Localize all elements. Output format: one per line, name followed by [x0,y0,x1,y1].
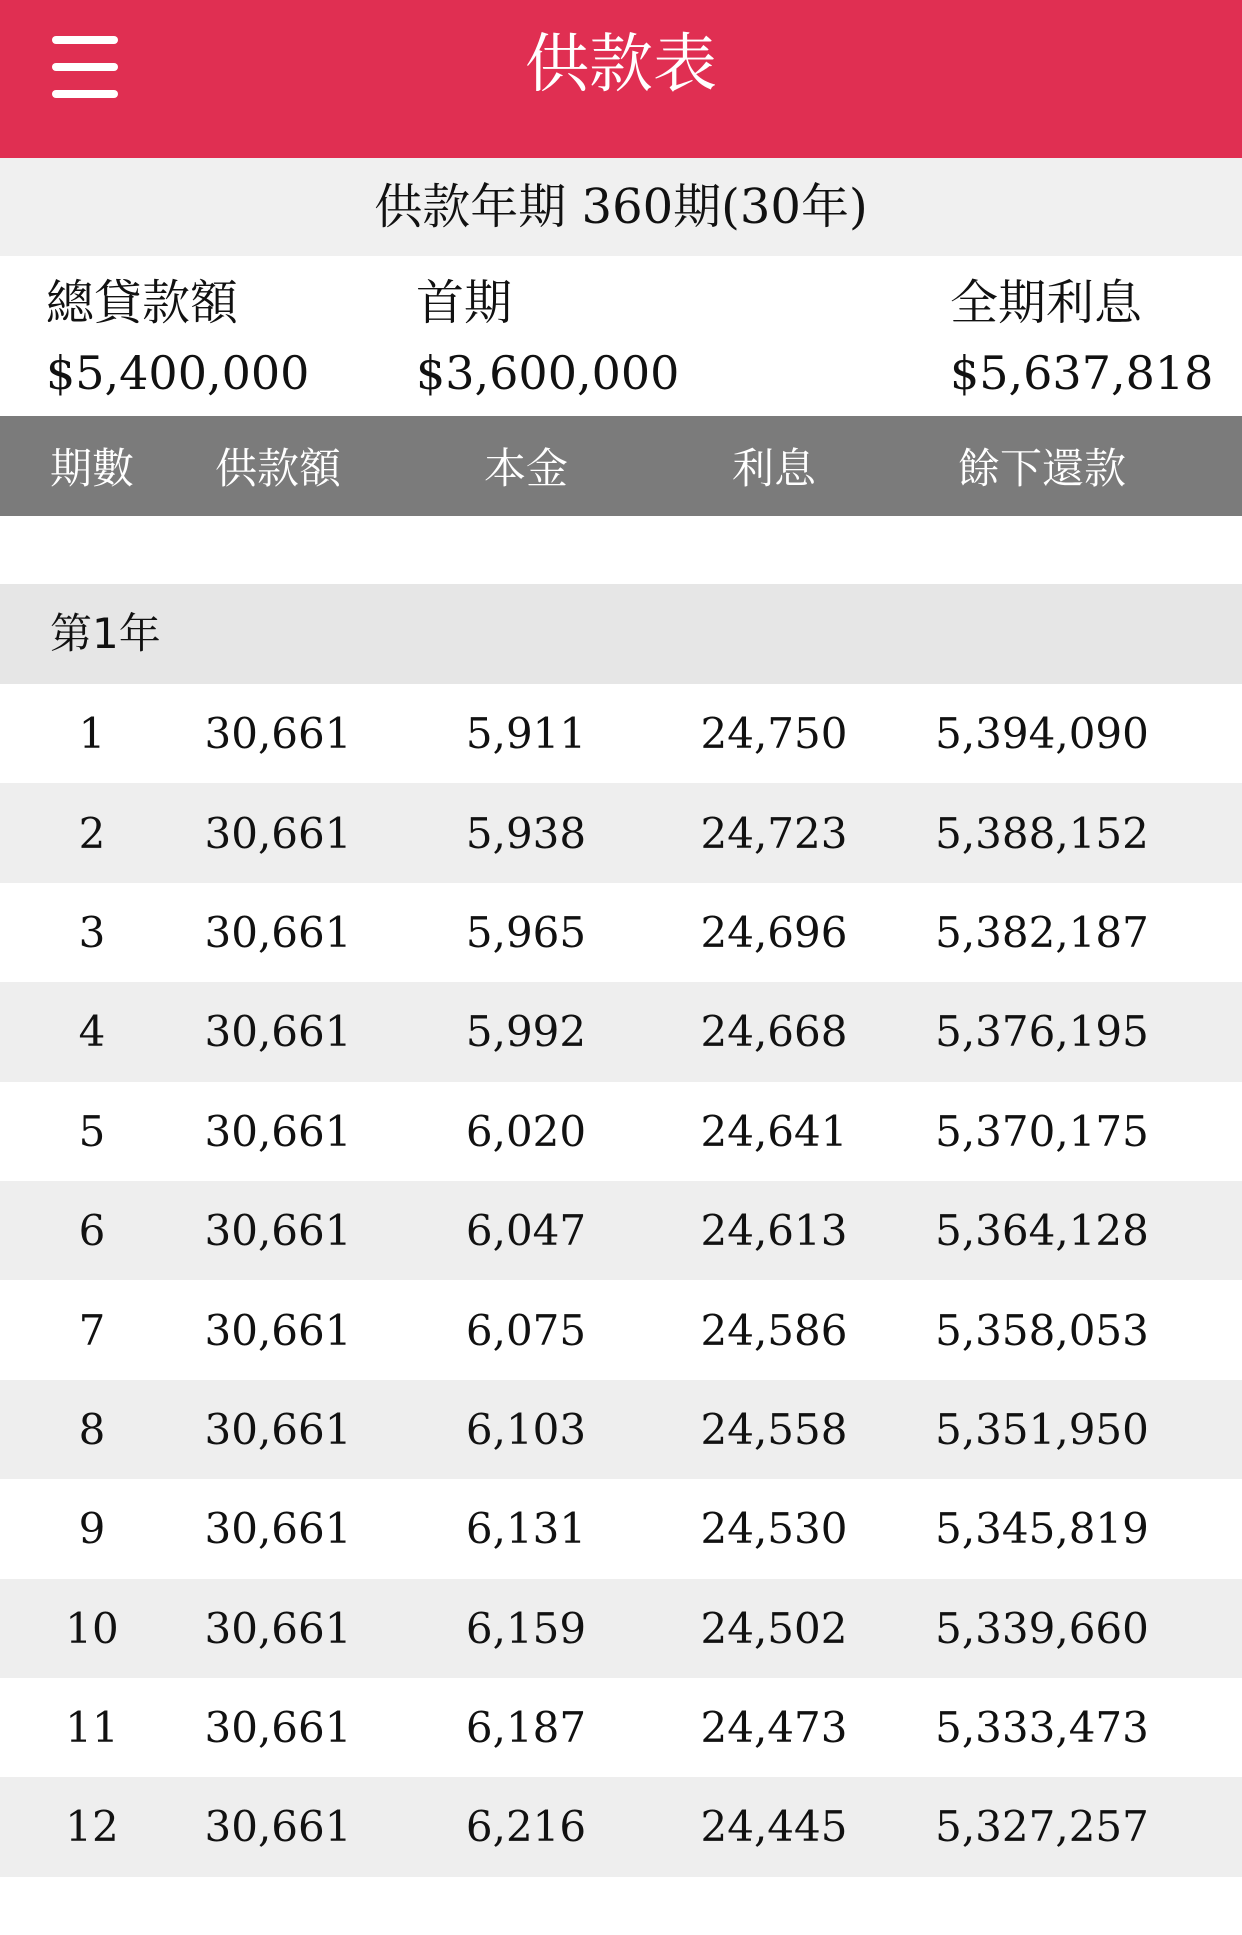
total-interest-label: 全期利息 [950,275,1143,331]
cell-interest: 24,473 [700,1703,848,1753]
cell-interest: 24,530 [700,1504,848,1554]
cell-remaining: 5,333,473 [935,1703,1149,1753]
cell-remaining: 5,370,175 [935,1106,1149,1156]
cell-remaining: 5,376,195 [935,1007,1149,1057]
table-row [0,1579,1242,1678]
table-row [0,1380,1242,1479]
cell-principal: 6,131 [465,1504,587,1554]
cell-period: 8 [78,1404,106,1454]
cell-remaining: 5,388,152 [935,808,1149,858]
cell-interest: 24,445 [700,1802,848,1852]
cell-period: 11 [65,1703,119,1753]
cell-principal: 5,911 [465,709,587,759]
column-header-remaining: 餘下還款 [957,444,1126,493]
cell-payment: 30,661 [204,808,352,858]
cell-principal: 6,187 [465,1703,587,1753]
cell-remaining: 5,327,257 [935,1802,1149,1852]
table-row [0,783,1242,882]
column-header-payment: 供款額 [214,444,341,493]
cell-remaining: 5,339,660 [935,1603,1149,1653]
cell-principal: 5,938 [465,808,587,858]
cell-payment: 30,661 [204,1703,352,1753]
total-interest-value: $5,637,818 [950,346,1214,400]
cell-interest: 24,696 [700,907,848,957]
down-payment-summary [416,268,679,408]
cell-principal: 6,020 [465,1106,587,1156]
cell-period: 7 [78,1305,106,1355]
cell-remaining: 5,358,053 [935,1305,1149,1355]
cell-period: 5 [78,1106,106,1156]
cell-payment: 30,661 [204,1007,352,1057]
cell-interest: 24,750 [700,709,848,759]
table-row [0,684,1242,783]
cell-period: 12 [65,1802,119,1852]
table-row [0,1280,1242,1379]
cell-principal: 6,047 [465,1206,587,1256]
cell-interest: 24,668 [700,1007,848,1057]
table-row [0,1777,1242,1876]
down-payment-label: 首期 [416,275,513,331]
cell-payment: 30,661 [204,1404,352,1454]
total-loan-label: 總貸款額 [46,275,239,331]
column-header-period: 期數 [49,444,134,493]
cell-period: 9 [78,1504,106,1554]
cell-period: 4 [78,1007,106,1057]
cell-payment: 30,661 [204,1603,352,1653]
app-header [0,0,1242,158]
cell-interest: 24,502 [700,1603,848,1653]
table-row [0,1181,1242,1280]
total-interest-summary [950,268,1213,408]
cell-payment: 30,661 [204,1305,352,1355]
table-row [0,1678,1242,1777]
table-row [0,883,1242,982]
total-loan-value: $5,400,000 [46,346,310,400]
cell-period: 2 [78,808,106,858]
cell-interest: 24,613 [700,1206,848,1256]
cell-principal: 6,159 [465,1603,587,1653]
cell-period: 1 [78,709,106,759]
bottom-space [0,1877,1242,1935]
cell-principal: 5,965 [465,907,587,957]
cell-remaining: 5,351,950 [935,1404,1149,1454]
down-payment-value: $3,600,000 [416,346,680,400]
cell-period: 6 [78,1206,106,1256]
cell-interest: 24,586 [700,1305,848,1355]
schedule-rows [0,684,1242,1877]
cell-payment: 30,661 [204,1802,352,1852]
cell-period: 10 [65,1603,119,1653]
page-title: 供款表 [525,28,717,102]
column-header-principal: 本金 [483,444,568,493]
cell-remaining: 5,345,819 [935,1504,1149,1554]
total-loan-summary [46,268,309,408]
cell-interest: 24,558 [700,1404,848,1454]
table-spacer [0,516,1242,584]
year-label: 第1年 [50,609,161,658]
column-header-interest: 利息 [731,444,816,493]
cell-period: 3 [78,907,106,957]
cell-principal: 6,075 [465,1305,587,1355]
cell-payment: 30,661 [204,1206,352,1256]
table-row [0,982,1242,1081]
cell-remaining: 5,382,187 [935,907,1149,957]
cell-payment: 30,661 [204,709,352,759]
cell-principal: 6,216 [465,1802,587,1852]
cell-remaining: 5,364,128 [935,1206,1149,1256]
cell-interest: 24,641 [700,1106,848,1156]
cell-payment: 30,661 [204,907,352,957]
cell-principal: 6,103 [465,1404,587,1454]
loan-summary [0,256,1242,416]
cell-principal: 5,992 [465,1007,587,1057]
cell-payment: 30,661 [204,1106,352,1156]
table-header [0,416,1242,516]
table-row [0,1479,1242,1578]
year-group-header [0,584,1242,684]
table-row [0,1082,1242,1181]
loan-term-bar: 供款年期 360期(30年) [0,158,1242,256]
cell-payment: 30,661 [204,1504,352,1554]
cell-interest: 24,723 [700,808,848,858]
cell-remaining: 5,394,090 [935,709,1149,759]
